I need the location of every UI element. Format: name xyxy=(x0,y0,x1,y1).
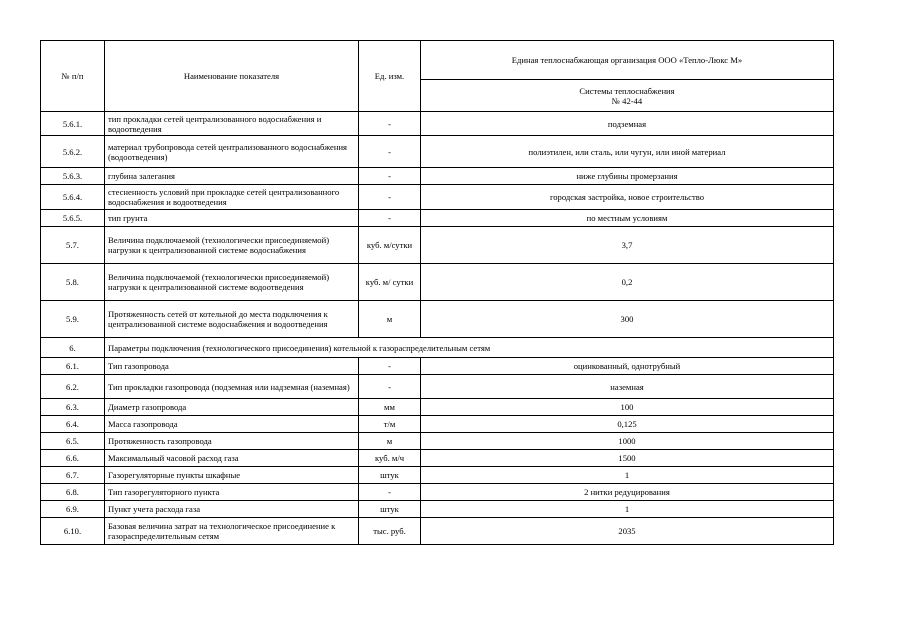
row-num: 5.6.2. xyxy=(41,136,105,168)
row-unit: тыс. руб. xyxy=(359,518,421,545)
row-num: 6.8. xyxy=(41,484,105,501)
row-name: Газорегуляторные пункты шкафные xyxy=(105,467,359,484)
row-unit: куб. м/ч xyxy=(359,450,421,467)
row-name: Пункт учета расхода газа xyxy=(105,501,359,518)
row-name: Протяженность сетей от котельной до места подключения к централизованной системе водоснабжения и водоотведения xyxy=(105,301,359,338)
row-unit: - xyxy=(359,168,421,185)
table-row xyxy=(41,210,834,227)
row-name: Базовая величина затрат на технологическое присоединение к газораспределительным сетям xyxy=(105,518,359,545)
table-row xyxy=(41,467,834,484)
row-num: 6.7. xyxy=(41,467,105,484)
table-row xyxy=(41,433,834,450)
row-value: 1 xyxy=(421,467,834,484)
header-systems-line1: Системы теплоснабжения xyxy=(579,85,675,96)
row-num: 6.9. xyxy=(41,501,105,518)
header-row xyxy=(41,41,834,80)
table-row xyxy=(41,416,834,433)
row-name: материал трубопровода сетей централизованного водоснабжения (водоотведения) xyxy=(105,136,359,168)
rows-section-5 xyxy=(41,112,834,338)
row-name: Протяженность газопровода xyxy=(105,433,359,450)
row-value: городская застройка, новое строительство xyxy=(421,185,834,210)
row-value: 300 xyxy=(421,301,834,338)
row-num: 6.10. xyxy=(41,518,105,545)
row-unit: - xyxy=(359,112,421,136)
row-unit: куб. м/сутки xyxy=(359,227,421,264)
row-unit: - xyxy=(359,358,421,375)
table-row xyxy=(41,484,834,501)
row-value: 0,2 xyxy=(421,264,834,301)
row-num: 5.6.3. xyxy=(41,168,105,185)
table-row xyxy=(41,136,834,168)
row-value: полиэтилен, или сталь, или чугун, или иной материал xyxy=(421,136,834,168)
row-num: 5.6.5. xyxy=(41,210,105,227)
row-value: 3,7 xyxy=(421,227,834,264)
row-num: 6.5. xyxy=(41,433,105,450)
row-name: Диаметр газопровода xyxy=(105,399,359,416)
row-value: 2 нитки редуцирования xyxy=(421,484,834,501)
section-num: 6. xyxy=(41,338,105,358)
row-name: тип грунта xyxy=(105,210,359,227)
row-value: по местным условиям xyxy=(421,210,834,227)
row-unit: куб. м/ сутки xyxy=(359,264,421,301)
rows-section-6 xyxy=(41,358,834,545)
row-unit: штук xyxy=(359,467,421,484)
row-value: оцинкованный, однотрубный xyxy=(421,358,834,375)
row-unit: т/м xyxy=(359,416,421,433)
table-row xyxy=(41,112,834,136)
section-row xyxy=(41,338,834,358)
header-systems xyxy=(421,80,834,112)
row-value: 1500 xyxy=(421,450,834,467)
row-num: 6.1. xyxy=(41,358,105,375)
row-unit: мм xyxy=(359,399,421,416)
row-name: Величина подключаемой (технологически присоединяемой) нагрузки к централизованной системе водоснабжения xyxy=(105,227,359,264)
row-value: 1000 xyxy=(421,433,834,450)
table-row xyxy=(41,227,834,264)
row-num: 5.6.4. xyxy=(41,185,105,210)
row-num: 5.6.1. xyxy=(41,112,105,136)
table-row xyxy=(41,399,834,416)
row-value: 0,125 xyxy=(421,416,834,433)
row-name: Максимальный часовой расход газа xyxy=(105,450,359,467)
header-organization: Единая теплоснабжающая организация ООО «Тепло-Люкс М» xyxy=(421,41,834,80)
section-title: Параметры подключения (технологического присоединения) котельной к газораспределительным сетям xyxy=(105,338,834,358)
row-value: ниже глубины промерзания xyxy=(421,168,834,185)
table-row xyxy=(41,301,834,338)
table-row xyxy=(41,375,834,399)
row-value: наземная xyxy=(421,375,834,399)
row-name: Тип прокладки газопровода (подземная или надземная (наземная) xyxy=(105,375,359,399)
header-unit: Ед. изм. xyxy=(359,41,421,112)
row-unit: - xyxy=(359,375,421,399)
row-name: тип прокладки сетей централизованного водоснабжения и водоотведения xyxy=(105,112,359,136)
row-unit: м xyxy=(359,301,421,338)
row-name: стесненность условий при прокладке сетей централизованного водоснабжения и водоотведения xyxy=(105,185,359,210)
row-unit: м xyxy=(359,433,421,450)
row-unit: - xyxy=(359,484,421,501)
row-unit: - xyxy=(359,210,421,227)
table-row xyxy=(41,501,834,518)
table-row xyxy=(41,185,834,210)
table-row xyxy=(41,358,834,375)
table-row xyxy=(41,450,834,467)
row-unit: штук xyxy=(359,501,421,518)
row-name: Величина подключаемой (технологически присоединяемой) нагрузки к централизованной системе водоотведения xyxy=(105,264,359,301)
table-row xyxy=(41,168,834,185)
row-num: 5.8. xyxy=(41,264,105,301)
header-num: № п/п xyxy=(41,41,105,112)
row-num: 6.6. xyxy=(41,450,105,467)
row-name: Тип газорегуляторного пункта xyxy=(105,484,359,501)
header-name: Наименование показателя xyxy=(105,41,359,112)
header-systems-line2: № 42-44 xyxy=(611,95,643,106)
row-name: Масса газопровода xyxy=(105,416,359,433)
parameters-table xyxy=(40,40,834,545)
row-num: 6.2. xyxy=(41,375,105,399)
row-name: глубина залегания xyxy=(105,168,359,185)
table-row xyxy=(41,518,834,545)
row-value: подземная xyxy=(421,112,834,136)
row-num: 6.4. xyxy=(41,416,105,433)
row-num: 6.3. xyxy=(41,399,105,416)
row-unit: - xyxy=(359,185,421,210)
row-name: Тип газопровода xyxy=(105,358,359,375)
table-row xyxy=(41,264,834,301)
row-value: 1 xyxy=(421,501,834,518)
row-value: 100 xyxy=(421,399,834,416)
row-unit: - xyxy=(359,136,421,168)
row-num: 5.9. xyxy=(41,301,105,338)
row-num: 5.7. xyxy=(41,227,105,264)
row-value: 2035 xyxy=(421,518,834,545)
